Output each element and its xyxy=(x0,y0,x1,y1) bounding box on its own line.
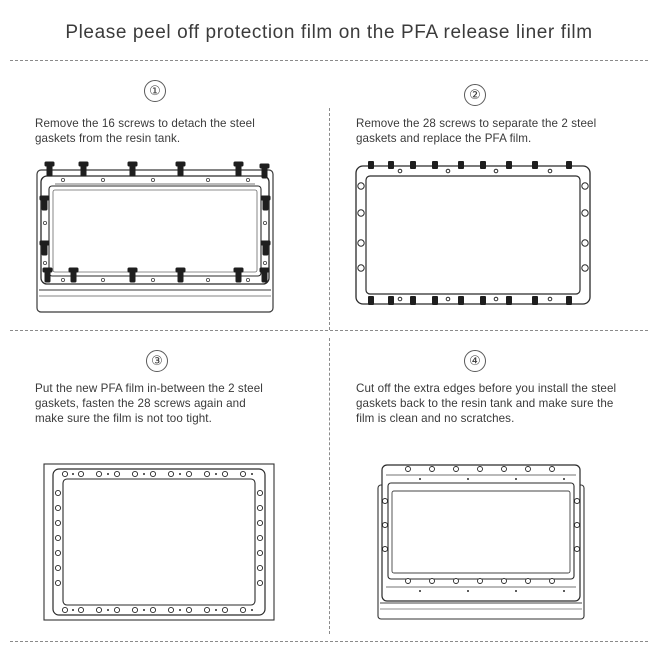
step-2-text xyxy=(356,116,651,146)
step-3-number: ③ xyxy=(146,350,168,372)
step-1-number: ① xyxy=(144,80,166,102)
vertical-divider-bottom xyxy=(329,338,330,634)
step-3-illustration xyxy=(43,463,275,621)
step-3-text xyxy=(35,381,325,426)
step-2-illustration xyxy=(352,158,594,310)
page-title: Please peel off protection film on the PFA release liner film xyxy=(65,22,593,43)
step-4-line: film is clean and no scratches. xyxy=(356,412,515,425)
step-4-number: ④ xyxy=(464,350,486,372)
step-1-line: Remove the 16 screws to detach the steel xyxy=(35,117,255,130)
vertical-divider-top xyxy=(329,108,330,330)
step-3-line: Put the new PFA film in-between the 2 steel xyxy=(35,382,263,395)
step-1-illustration xyxy=(33,158,278,318)
step-3-line: gaskets, fasten the 28 screws again and xyxy=(35,397,246,410)
step-4-illustration xyxy=(372,461,590,623)
middle-divider xyxy=(10,330,648,331)
step-2-number: ② xyxy=(464,84,486,106)
bottom-divider xyxy=(10,641,648,642)
step-1-line: gaskets from the resin tank. xyxy=(35,132,181,145)
step-2-line: gaskets and replace the PFA film. xyxy=(356,132,532,145)
step-1-text xyxy=(35,116,320,146)
step-4-text xyxy=(356,381,654,426)
step-3-line: make sure the film is not too tight. xyxy=(35,412,212,425)
top-divider xyxy=(10,60,648,61)
step-4-line: Cut off the extra edges before you install the steel xyxy=(356,382,617,395)
step-2-line: Remove the 28 screws to separate the 2 steel xyxy=(356,117,597,130)
step-4-line: gaskets back to the resin tank and make sure the xyxy=(356,397,614,410)
